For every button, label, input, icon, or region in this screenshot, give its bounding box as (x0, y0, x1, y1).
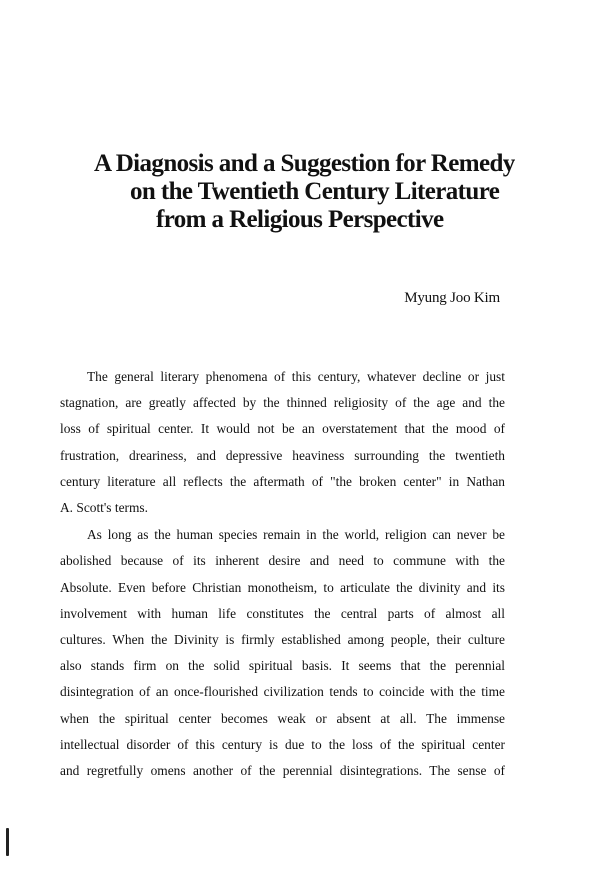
text-line: frustration, dreariness, and depressive heaviness surrounding the twentieth (60, 447, 505, 463)
title-line-2: on the Twentieth Century Literature (130, 178, 500, 205)
text-line: A. Scott's terms. (60, 500, 148, 516)
text-line: intellectual disorder of this century is due to the loss of the spiritual center (60, 736, 505, 752)
text-line: The general literary phenomena of this century, whatever decline or just (87, 369, 505, 384)
text-line: loss of spiritual center. It would not be an overstatement that the mood of (60, 421, 505, 437)
text-line: and regretfully omens another of the perennial disintegrations. The sense of (60, 763, 505, 779)
paragraph-2 (60, 522, 505, 784)
paper-title (60, 150, 540, 234)
text-line: century literature all reflects the aftermath of "the broken center" in Nathan (60, 473, 505, 489)
scan-mark (6, 828, 9, 856)
text-line: Absolute. Even before Christian monotheism, to articulate the divinity and its (60, 579, 505, 595)
text-line: when the spiritual center becomes weak or absent at all. The immense (60, 710, 505, 726)
title-line-1: A Diagnosis and a Suggestion for Remedy (94, 150, 515, 177)
text-line: also stands firm on the solid spiritual basis. It seems that the perennial (60, 658, 505, 674)
text-line: involvement with human life constitutes the central parts of almost all (60, 605, 505, 621)
body-text (60, 364, 505, 784)
text-line: abolished because of its inherent desire and need to commune with the (60, 553, 505, 569)
text-line: disintegration of an once-flourished civilization tends to coincide with the time (60, 684, 505, 700)
title-line-3: from a Religious Perspective (156, 206, 444, 233)
author-name: Myung Joo Kim (404, 290, 500, 306)
text-line: stagnation, are greatly affected by the thinned religiosity of the age and the (60, 395, 505, 411)
text-line: cultures. When the Divinity is firmly established among people, their culture (60, 632, 505, 648)
paragraph-1 (60, 364, 505, 521)
text-line: As long as the human species remain in the world, religion can never be (87, 527, 505, 543)
